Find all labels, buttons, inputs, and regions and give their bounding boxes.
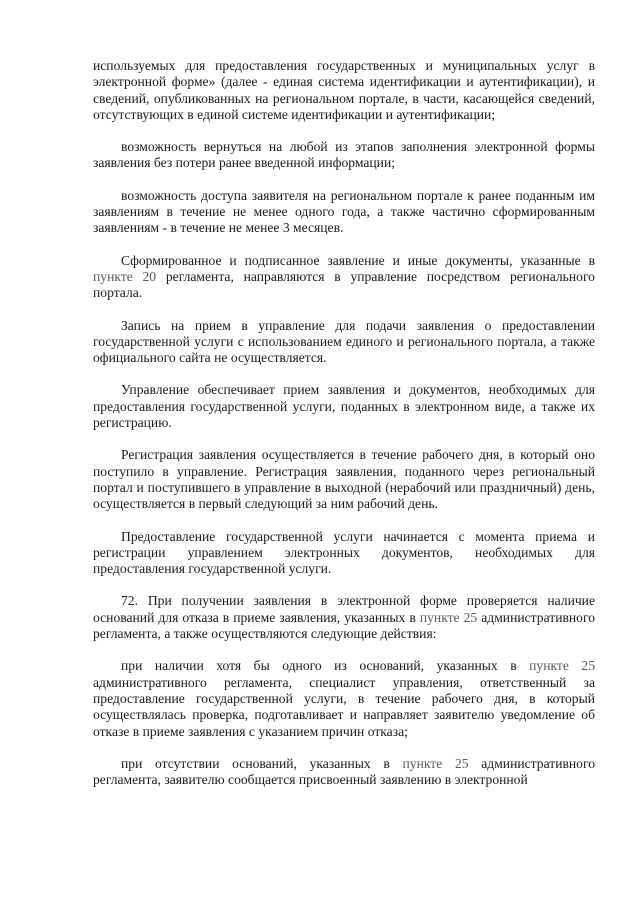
paragraph-text: административного регламента, заявителю сообщается присвоенный заявлению в электронной — [93, 755, 595, 788]
paragraph-text: 72. При получении заявления в электронной форме проверяется наличие оснований для отказа в приеме заявления, указанных в — [93, 593, 595, 625]
paragraph — [93, 593, 595, 642]
paragraph — [93, 756, 595, 789]
paragraph-text: возможность доступа заявителя на региональном портале к ранее поданным им заявлениям в течение не менее одного года, а также частично сформированным заявлениям - в течение не менее 3 месяцев. — [93, 187, 595, 236]
paragraph-text: регламента, направляются в управление посредством регионального портала. — [93, 268, 595, 301]
paragraph-text: при наличии хотя бы одного из оснований, указанных в — [121, 658, 530, 674]
paragraph — [93, 382, 595, 431]
paragraph — [93, 318, 595, 367]
document-page — [93, 58, 595, 804]
regulation-reference-link[interactable]: пункте 20 — [93, 268, 157, 284]
paragraph-text: используемых для предоставления государственных и муниципальных услуг в электронной форме» (далее - единая система идентификации и аутентификации), и сведений, опубликованных на региональном портале, в части, касающейся сведений, отсутствующих в единой системе идентификации и аутентификации; — [93, 58, 595, 122]
paragraph — [93, 253, 595, 302]
paragraph-text: административного регламента, а также осуществляются следующие действия: — [93, 609, 595, 642]
paragraph-text: административного регламента, специалист управления, ответственный за предоставление государственной услуги, в течение рабочего дня, в который осуществлялась проверка, подготавливает и направляет заявителю уведомление об отказе в приеме заявления с указанием причин отказа; — [93, 674, 595, 739]
paragraph — [93, 447, 595, 512]
regulation-reference-link[interactable]: пункте 25 — [402, 755, 469, 771]
regulation-reference-link[interactable]: пункте 25 — [529, 658, 595, 674]
paragraph-text: Сформированное и подписанное заявление и иные документы, указанные в — [121, 252, 595, 268]
paragraph — [93, 529, 595, 578]
paragraph — [93, 188, 595, 237]
paragraph — [93, 139, 595, 172]
paragraph-text: Регистрация заявления осуществляется в течение рабочего дня, в который оно поступило в управление. Регистрация заявления, поданного через региональный портал и поступившего в управление в выходной (нерабочий или праздничный) день, осуществляется в первый следующий за ним рабочий день. — [93, 447, 595, 512]
paragraph-text: при отсутствии оснований, указанных в — [121, 755, 403, 771]
paragraph-text: Предоставление государственной услуги начинается с момента приема и регистрации управлением электронных документов, необходимых для предоставления государственной услуги. — [93, 528, 595, 577]
paragraph — [93, 658, 595, 739]
regulation-reference-link[interactable]: пункте 25 — [419, 609, 478, 625]
paragraph-text: возможность вернуться на любой из этапов заполнения электронной формы заявления без потери ранее введенной информации; — [93, 139, 595, 171]
paragraph — [93, 58, 595, 123]
paragraph-text: Управление обеспечивает прием заявления и документов, необходимых для предоставления государственной услуги, поданных в электронном виде, а также их регистрацию. — [93, 382, 595, 431]
paragraph-text: Запись на прием в управление для подачи заявления о предоставлении государственной услуги с использованием единого и регионального портала, а также официального сайта не осуществляется. — [93, 317, 595, 366]
